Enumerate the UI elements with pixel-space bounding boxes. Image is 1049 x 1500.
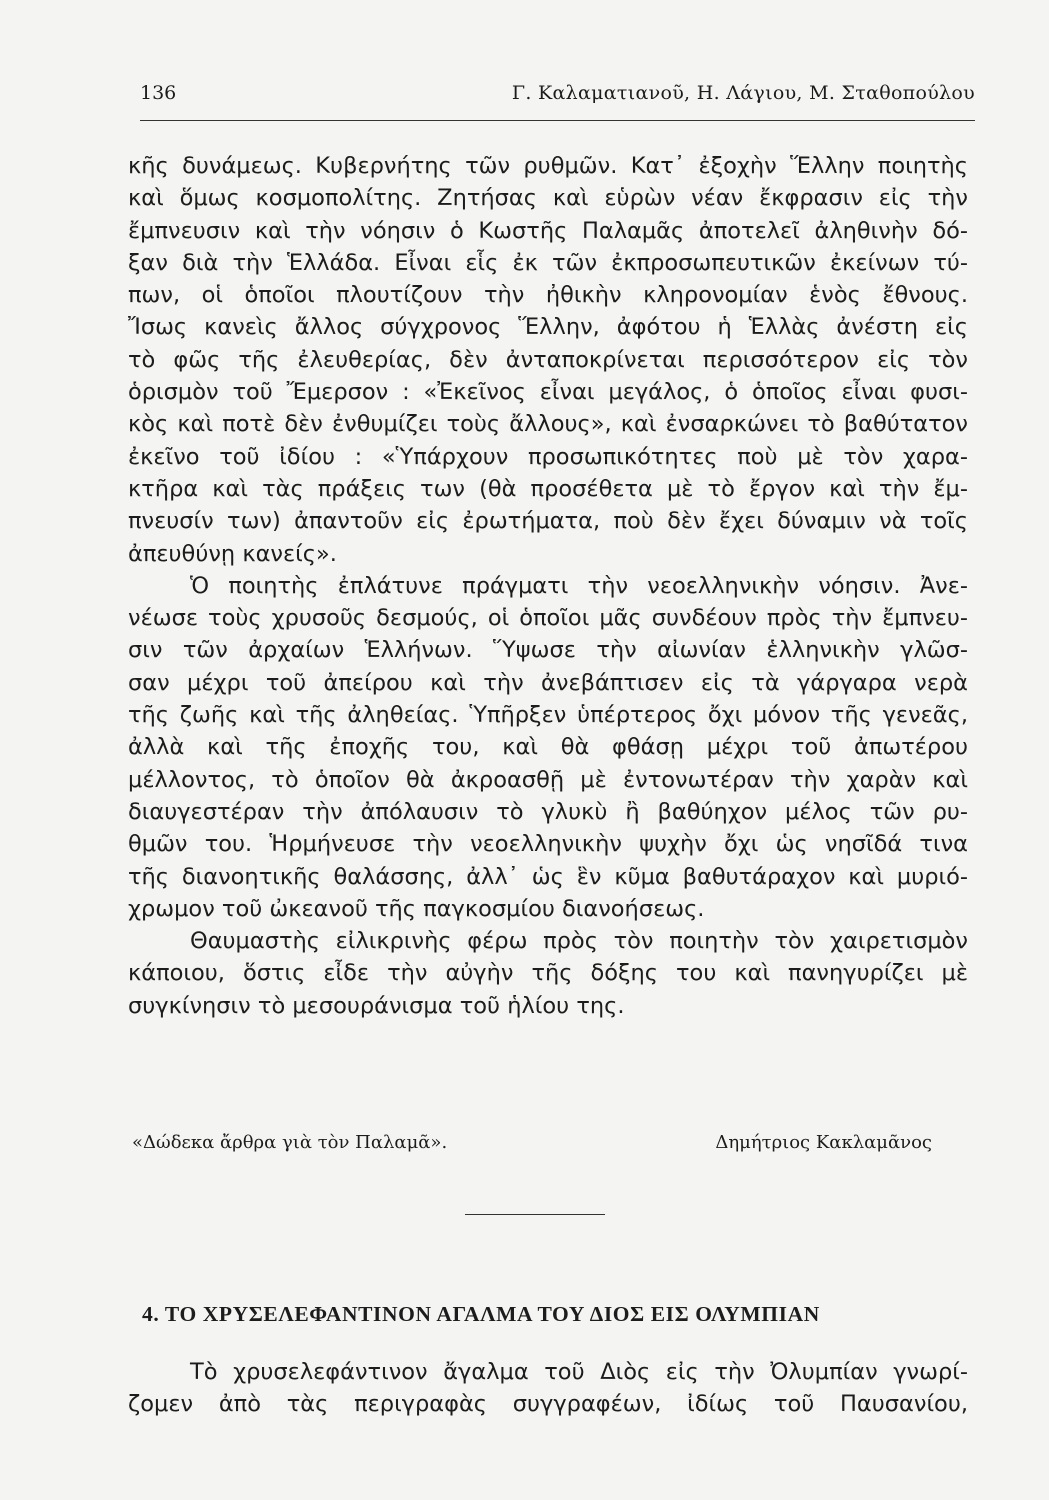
text-line: τὸ φῶς τῆς ἐλευθερίας, δὲν ἀνταποκρίνεται περισσότερον εἰς τὸν	[128, 346, 968, 373]
text-line: ἀπευθύνῃ κανείς».	[128, 540, 337, 567]
text-line: σιν τῶν ἀρχαίων Ἑλλήνων. Ὕψωσε τὴν αἰωνίαν ἑλληνικὴν γλῶσ-	[128, 637, 968, 664]
text-line: νέωσε τοὺς χρυσοῦς δεσμούς, οἱ ὁποῖοι μᾶς συνδέουν πρὸς τὴν ἔμπνευ-	[128, 605, 968, 632]
text-line: τῆς διανοητικῆς θαλάσσης, ἀλλ᾽ ὡς ἓν κῦμα βαθυτάραχον καὶ μυριό-	[128, 863, 968, 890]
text-line: κὸς καὶ ποτὲ δὲν ἐνθυμίζει τοὺς ἄλλους», καὶ ἐνσαρκώνει τὸ βαθύτατον	[128, 411, 968, 438]
paragraph	[128, 150, 968, 570]
text-line: Ἴσως κανεὶς ἄλλος σύγχρονος Ἕλλην, ἀφότου ἡ Ἑλλὰς ἀνέστη εἰς	[128, 314, 968, 341]
text-line: κῆς δυνάμεως. Κυβερνήτης τῶν ρυθμῶν. Κατ᾽ ἐξοχὴν Ἕλλην ποιητὴς	[128, 153, 968, 179]
body-text	[128, 150, 968, 1022]
separator-rule	[465, 1214, 605, 1215]
text-line: ἔμπνευσιν καὶ τὴν νόησιν ὁ Κωστῆς Παλαμᾶς ἀποτελεῖ ἀληθινὴν δό-	[128, 217, 968, 244]
source-title: «Δώδεκα ἄρθρα γιὰ τὸν Παλαμᾶ».	[132, 1132, 448, 1153]
text-line: πνευσίν των) ἀπαντοῦν εἰς ἐρωτήματα, ποὺ δὲν ἔχει δύναμιν νὰ τοῖς	[128, 508, 968, 535]
text-line: ἀλλὰ καὶ τῆς ἐποχῆς του, καὶ θὰ φθάσῃ μέχρι τοῦ ἀπωτέρου	[128, 734, 968, 761]
text-line: τῆς ζωῆς καὶ τῆς ἀληθείας. Ὑπῆρξεν ὑπέρτερος ὄχι μόνον τῆς γενεᾶς,	[128, 702, 968, 729]
text-line: Θαυμαστὴς εἰλικρινὴς φέρω πρὸς τὸν ποιητὴν τὸν χαιρετισμὸν	[190, 928, 968, 955]
paragraph	[128, 925, 968, 1022]
text-line: θμῶν του. Ἡρμήνευσε τὴν νεοελληνικὴν ψυχὴν ὄχι ὡς νησῖδά τινα	[128, 831, 968, 858]
text-line: συγκίνησιν τὸ μεσουράνισμα τοῦ ἡλίου της.	[128, 992, 625, 1019]
text-line: ζομεν ἀπὸ τὰς περιγραφὰς συγγραφέων, ἰδίως τοῦ Παυσανίου,	[128, 1391, 968, 1418]
header-rule	[140, 120, 975, 121]
text-line: Τὸ χρυσελεφάντινον ἄγαλμα τοῦ Διὸς εἰς τὴν Ὀλυμπίαν γνωρί-	[190, 1359, 968, 1385]
text-line: μέλλοντος, τὸ ὁποῖον θὰ ἀκροασθῇ μὲ ἐντονωτέραν τὴν χαρὰν καὶ	[128, 766, 968, 793]
text-line: ξαν διὰ τὴν Ἑλλάδα. Εἶναι εἷς ἐκ τῶν ἐκπροσωπευτικῶν ἐκείνων τύ-	[128, 249, 968, 276]
text-line: ἐκεῖνο τοῦ ἰδίου : «Ὑπάρχουν προσωπικότητες ποὺ μὲ τὸν χαρα-	[128, 443, 968, 470]
author-signature: Δημήτριος Κακλαμᾶνος	[715, 1132, 932, 1153]
section-heading: 4. ΤΟ ΧΡΥΣΕΛΕΦΑΝΤΙΝΟΝ ΑΓΑΛΜΑ ΤΟΥ ΔΙΟΣ ΕΙΣ ΟΛΥΜΠΙΑΝ	[142, 1302, 820, 1326]
text-line: κάποιου, ὅστις εἶδε τὴν αὐγὴν τῆς δόξης του καὶ πανηγυρίζει μὲ	[128, 960, 968, 987]
paragraph	[128, 570, 968, 925]
page-number: 136	[140, 82, 177, 104]
page-header	[140, 82, 975, 116]
text-line: σαν μέχρι τοῦ ἀπείρου καὶ τὴν ἀνεβάπτισεν εἰς τὰ γάργαρα νερὰ	[128, 669, 968, 696]
text-line: χρωμον τοῦ ὠκεανοῦ τῆς παγκοσμίου διανοήσεως.	[128, 895, 705, 922]
text-line: καὶ ὅμως κοσμοπολίτης. Ζητήσας καὶ εὑρὼν νέαν ἔκφρασιν εἰς τὴν	[128, 185, 968, 212]
text-line: πων, οἱ ὁποῖοι πλουτίζουν τὴν ἠθικὴν κληρονομίαν ἑνὸς ἔθνους.	[128, 282, 968, 309]
signature-block	[132, 1122, 932, 1158]
text-line: κτῆρα καὶ τὰς πράξεις των (θὰ προσέθετα μὲ τὸ ἔργον καὶ τὴν ἔμ-	[128, 475, 968, 502]
text-line: διαυγεστέραν τὴν ἀπόλαυσιν τὸ γλυκὺ ἢ βαθύηχον μέλος τῶν ρυ-	[128, 798, 968, 825]
text-line: Ὁ ποιητὴς ἐπλάτυνε πράγματι τὴν νεοελληνικὴν νόησιν. Ἀνε-	[190, 572, 968, 599]
text-line: ὁρισμὸν τοῦ Ἔμερσον : «Ἐκεῖνος εἶναι μεγάλος, ὁ ὁποῖος εἶναι φυσι-	[128, 379, 968, 406]
section-body-text	[128, 1356, 968, 1421]
running-head: Γ. Καλαματιανοῦ, Η. Λάγιου, Μ. Σταθοπούλου	[511, 82, 975, 104]
